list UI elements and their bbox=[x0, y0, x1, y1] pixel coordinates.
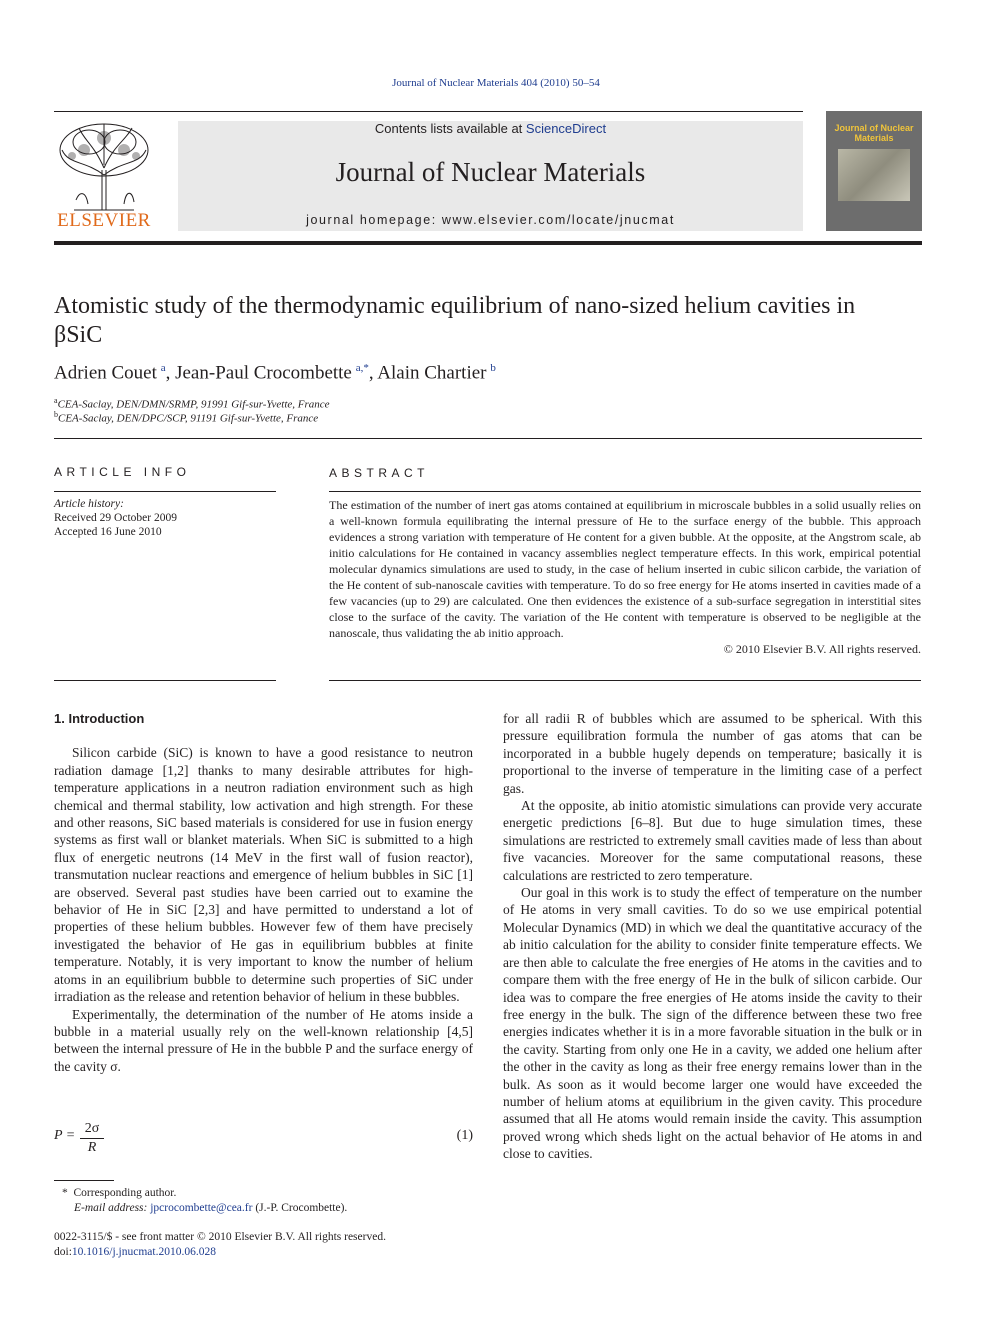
article-info-bottom-rule bbox=[54, 680, 276, 681]
header-thick-rule bbox=[54, 241, 922, 245]
received-date: Received 29 October 2009 bbox=[54, 512, 177, 524]
equation-denominator: R bbox=[87, 1140, 97, 1155]
footnote-rule bbox=[54, 1180, 114, 1181]
history-label: Article history: bbox=[54, 498, 124, 510]
equation-fraction bbox=[80, 1120, 104, 1157]
section-heading: 1. Introduction bbox=[54, 711, 145, 726]
body-paragraph: for all radii R of bubbles which are assumed to be spherical. With this pressure equilibration formula the number of gas atoms that can be incorporated in a bubble hugely depends on temperature; basically it is proportional to the inverse of temperature in the limiting case of a perfect gas. bbox=[503, 711, 922, 796]
cover-image bbox=[838, 149, 910, 201]
affiliation bbox=[54, 396, 330, 411]
body-paragraph: Experimentally, the determination of the number of He atoms inside a bubble in a material usually rely on the well-known relationship [4,5] between the internal pressure of He in the bubble P and the surface energy of the cavity σ. bbox=[54, 1006, 473, 1074]
body-paragraph: Silicon carbide (SiC) is known to have a good resistance to neutron radiation damage [1,2] thanks to many desirable attributes for high-temperature applications in a neutron radiation environment such as high chemical and thermal stability, low activation and high strength. For these and other reasons, SiC based materials is considered for use in fusion energy systems as first wall or blanket materials. When SiC is submitted to a high flux of energetic neutrons (14 MeV in the first wall of fusion reactor), transmutation nuclear reactions and emergence of helium bubbles in SiC [1] are observed. Several past studies have been carried out to examine the behavior of He in SiC [2,3] and have permitted to understand a lot of properties of these helium bubbles. However few of them have precisely investigated the behavior of He gas in equilibrium bubbles at finite temperature. Notably, it is very important to know the number of helium atoms in an equilibrium bubble to determine such properties of SiC under irradiation as the release and retention behavior of helium in these bubbles. bbox=[54, 745, 473, 1005]
article-info-heading: ARTICLE INFO bbox=[54, 465, 191, 479]
equation-numerator: 2σ bbox=[80, 1120, 104, 1139]
abstract-heading: ABSTRACT bbox=[329, 466, 430, 480]
abstract-bottom-rule bbox=[329, 680, 921, 681]
cover-title: Journal of Nuclear Materials bbox=[834, 123, 914, 143]
header-rule bbox=[54, 111, 803, 112]
author-affiliation-mark[interactable]: a bbox=[160, 362, 166, 374]
abstract-text: The estimation of the number of inert gas atoms contained at equilibrium in microscale bubbles in a solid usually relies on a well-known formula equilibrating the internal pressure of He to the surface energy of the bubble. This approach evidences a strong variation with temperature of He content for a given bubble. At the opposite, at the Angstrom scale, ab initio calculations for He contained in vacancy assemblies neglect temperature effects. In this work, empirical potential molecular dynamics simulations are used to study, in the case of helium inserted in cubic silicon carbide, the variation of the He content of sub-nanoscale cavities with temperature. To do so free energy for He atoms inserted in cavities made of a few vacancies (up to 29) are calculated. One then evidences the existence of a sub-surface segregation in interstitial sites close to the surface of the cavity. The variation of the He content with temperature is observed to be negligible at the nanoscale, thus validating the ab initio approach. bbox=[329, 498, 921, 640]
affiliation-mark: a bbox=[54, 396, 58, 405]
author-name: Adrien Couet bbox=[54, 362, 157, 384]
body-paragraph: Our goal in this work is to study the effect of temperature on the number of He atoms in very small cavities. To do so we use empirical potential Molecular Dynamics (MD) in which we deal the quantitative accuracy of the ab initio calculation for the ability to consider finite temperature effects. We are then able to calculate the free energies of He atoms in the cavities and to compare them with the free energy of He in the bulk of silicon carbide. Our idea was to compare the free energies of He atoms inside the cavity to their free energy in the bulk. The sign of the difference between these two free energies indicates whether it is in a more favorable situation in the bulk or in the cavity. Starting from only one He in a cavity, we added one helium after the other in the cavity as long as their free energy remains lower than in the bulk. As soon as it would become larger one would have exceeded the number of helium atoms at equilibrium in the given cavity. This procedure assumed that all He atoms would remain inside the cavity. This assumption proved wrong which sheds light on the actual behavior of He atoms in and close to cavities. bbox=[503, 885, 922, 1162]
author-name: Alain Chartier bbox=[377, 362, 487, 384]
journal-title: Journal of Nuclear Materials bbox=[335, 157, 646, 187]
affiliation-mark: b bbox=[54, 410, 58, 419]
author-affiliation-mark[interactable]: b bbox=[490, 362, 496, 374]
abstract-copyright: © 2010 Elsevier B.V. All rights reserved. bbox=[723, 642, 921, 656]
issn-line: 0022-3115/$ - see front matter © 2010 Elsevier B.V. All rights reserved. bbox=[54, 1231, 386, 1243]
footnote-star: * bbox=[62, 1187, 68, 1199]
elsevier-tree-icon bbox=[54, 120, 154, 212]
equation-lhs: P = bbox=[54, 1128, 76, 1143]
equation-number: (1) bbox=[456, 1128, 473, 1143]
contents-line bbox=[178, 121, 803, 136]
affiliation-rule bbox=[54, 438, 922, 439]
doi-link[interactable]: 10.1016/j.jnucmat.2010.06.028 bbox=[71, 1246, 216, 1258]
author-name: Jean-Paul Crocombette bbox=[175, 362, 352, 384]
contents-prefix: Contents lists available at bbox=[374, 121, 526, 136]
accepted-date: Accepted 16 June 2010 bbox=[54, 526, 162, 538]
article-title: Atomistic study of the thermodynamic equilibrium of nano-sized helium cavities in βSiC bbox=[54, 293, 856, 348]
journal-banner bbox=[178, 121, 803, 231]
footnote-corresponding: Corresponding author. bbox=[73, 1187, 177, 1199]
article-history bbox=[54, 497, 177, 539]
footnote bbox=[54, 1186, 347, 1216]
body-right-column bbox=[503, 710, 922, 1163]
elsevier-wordmark: ELSEVIER bbox=[57, 210, 151, 231]
author-list: Adrien Couet $^a$, Jean-Paul Crocombette $^{a,*}$, Alain Chartier $^b$ bbox=[54, 362, 496, 384]
abstract-body bbox=[329, 497, 921, 657]
author-affiliation-mark[interactable]: a,* bbox=[355, 362, 369, 374]
affiliation bbox=[54, 410, 318, 425]
body-left-column bbox=[54, 710, 473, 1075]
journal-homepage[interactable]: journal homepage: www.elsevier.com/locate/jnucmat bbox=[306, 213, 675, 227]
affiliation-text: CEA-Saclay, DEN/DMN/SRMP, 91991 Gif-sur-Yvette, France bbox=[57, 398, 330, 411]
equation-1 bbox=[54, 1120, 473, 1160]
journal-cover-thumbnail[interactable] bbox=[826, 111, 922, 231]
front-matter bbox=[54, 1230, 386, 1260]
sciencedirect-link[interactable]: ScienceDirect bbox=[525, 121, 607, 136]
footnote-email-suffix: (J.-P. Crocombette). bbox=[252, 1202, 348, 1214]
body-paragraph: At the opposite, ab initio atomistic simulations can provide very accurate energetic predictions [6–8]. But due to huge simulation times, these simulations are restricted to extremely small cavities made of less than about five vacancies. Moreover for the same computational reasons, these calculations are restricted to zero temperature. bbox=[503, 798, 922, 883]
footnote-email-label: E-mail address: bbox=[74, 1202, 148, 1214]
elsevier-logo[interactable] bbox=[54, 120, 154, 232]
email-link[interactable]: jpcrocombette@cea.fr bbox=[150, 1202, 253, 1214]
affiliation-text: CEA-Saclay, DEN/DPC/SCP, 91191 Gif-sur-Yvette, France bbox=[58, 412, 319, 425]
article-info-rule bbox=[54, 491, 276, 492]
abstract-rule bbox=[329, 491, 921, 492]
journal-citation[interactable]: Journal of Nuclear Materials 404 (2010) 50–54 bbox=[392, 77, 600, 89]
doi-prefix: doi: bbox=[54, 1246, 72, 1258]
